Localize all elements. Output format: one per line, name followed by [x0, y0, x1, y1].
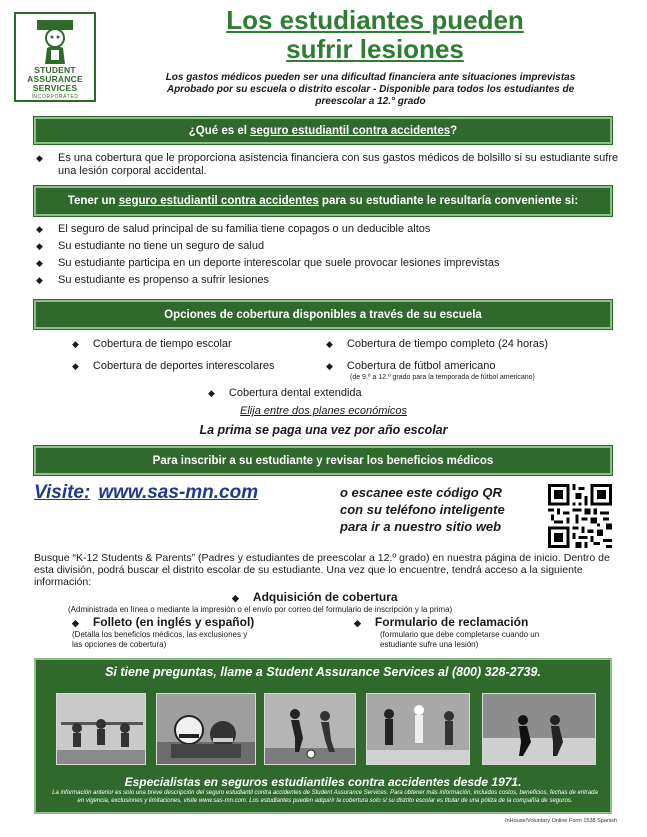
premium-text: La prima se paga una vez por año escolar: [199, 423, 448, 437]
plans-text: Elija entre dos planes económicos: [240, 405, 407, 417]
option-football: ◆ Cobertura de fútbol americano: [326, 360, 496, 372]
photo-football-players: [156, 693, 256, 765]
qr-code-icon[interactable]: [548, 484, 612, 548]
bullet-icon: ◆: [326, 361, 333, 371]
bullet-icon: ◆: [36, 275, 43, 285]
bullet-icon: ◆: [72, 339, 79, 349]
basketball-players-icon: [367, 694, 470, 765]
logo-line-services: SERVICES: [32, 83, 78, 93]
list-item: ◆ Su estudiante no tiene un seguro de salud: [36, 240, 265, 252]
page-title: Los estudiantes pueden sufrir lesiones: [226, 5, 524, 64]
list-item: ◆ Su estudiante es propenso a sufrir lesiones: [36, 274, 269, 286]
section-enroll: Para inscribir a su estudiante y revisar los beneficios médicos: [34, 446, 612, 475]
claim-note: (formulario que debe completarse cuando un estudiante sufre una lesión): [380, 630, 540, 649]
company-logo: [14, 12, 96, 102]
photo-kids-jumping: [56, 693, 146, 765]
convenient-list: [34, 223, 624, 291]
bullet-icon: ◆: [36, 224, 43, 234]
section-what-is-insurance: ¿Qué es el seguro estudiantil contra accidentes?: [34, 117, 612, 144]
visit-line: Visite: www.sas-mn.com: [34, 482, 259, 503]
runners-icon: [483, 694, 596, 765]
logo-line-incorporated: INCORPORATED: [31, 94, 79, 100]
option-school-time: ◆ Cobertura de tiempo escolar: [72, 338, 232, 350]
option-dental: ◆ Cobertura dental extendida: [208, 387, 362, 399]
bullet-icon: ◆: [208, 388, 215, 398]
insurance-link-2[interactable]: seguro estudiantil contra accidentes: [118, 194, 319, 207]
info-brochure: ◆ Folleto (en inglés y español): [72, 615, 255, 629]
bullet-icon: ◆: [232, 593, 239, 603]
acquisition-note: (Administrada en línea o mediante la impresión o el envío por correo del formulario de inscripción y la prima): [68, 605, 453, 614]
bullet-icon: ◆: [326, 339, 333, 349]
bullet-icon: ◆: [36, 153, 43, 163]
bullet-icon: ◆: [36, 241, 43, 251]
specialists-tagline: Especialistas en seguros estudiantiles contra accidentes desde 1971.: [124, 775, 522, 789]
info-claim-form: ◆ Formulario de reclamación: [354, 615, 529, 629]
photo-soccer: [264, 693, 356, 765]
list-item: ◆ El seguro de salud principal de su familia tiene copagos o un deducible altos: [36, 223, 431, 235]
option-sports: ◆ Cobertura de deportes interescolares: [72, 360, 275, 372]
bullet-icon: ◆: [72, 618, 79, 628]
soccer-players-icon: [265, 694, 356, 765]
list-item: ◆ Su estudiante participa en un deporte interescolar que suele provocar lesiones imprevistas: [36, 257, 500, 269]
photo-crosscountry: [482, 693, 596, 765]
section-convenient-if: Tener un seguro estudiantil contra accidentes para su estudiante le resultaría conveniente si:: [34, 186, 612, 216]
intro-text: Los gastos médicos pueden ser una dificultad financiera ante situaciones imprevistas Aprobado por su escuela o distrito escolar - Disponible para todos los estudiantes de preescolar a 12.° grado: [165, 72, 576, 107]
option-full-time: ◆ Cobertura de tiempo completo (24 horas): [326, 338, 549, 350]
brochure-note: (Detalla los beneficios médicos, las exclusiones y las opciones de cobertura): [72, 630, 248, 649]
form-id: InHouse/Voluntary Online Form 1538 Spanish: [505, 818, 617, 824]
logo-line-student: STUDENT: [34, 65, 76, 75]
football-note: (de 9.º a 12.º grado para la temporada de fútbol americano): [350, 374, 535, 381]
logo-line-assurance: ASSURANCE: [27, 74, 83, 84]
kids-jumping-icon: [57, 694, 146, 765]
bullet-icon: ◆: [354, 618, 361, 628]
mascot-icon: [33, 16, 77, 66]
what-is-list: [34, 152, 624, 182]
questions-phone: Si tiene preguntas, llame a Student Assurance Services al (800) 328-2739.: [105, 665, 541, 679]
footer-box: [34, 658, 612, 814]
bullet-icon: ◆: [72, 361, 79, 371]
list-item: ◆ Es una cobertura que le proporciona asistencia financiera con sus gastos médicos de bolsillo si su estudiante sufre una lesión corporal accidental.: [36, 152, 619, 177]
bullet-icon: ◆: [36, 258, 43, 268]
scan-text: o escanee este código QR con su teléfono inteligente para ir a nuestro sitio web: [340, 485, 505, 534]
section-coverage-options: Opciones de cobertura disponibles a través de su escuela: [34, 300, 612, 329]
football-players-icon: [157, 694, 256, 765]
photo-basketball: [366, 693, 470, 765]
insurance-link[interactable]: seguro estudiantil contra accidentes: [250, 124, 451, 137]
website-link[interactable]: www.sas-mn.com: [98, 482, 259, 503]
instructions-paragraph: Busque “K-12 Students & Parents” (Padres y estudiantes de preescolar a 12.º grado) en nuestra página de inicio. Dentro de esta división, podrá buscar el distrito escolar de su estudiante. Una vez que lo encuentre, tendrá acceso a la siguiente información:: [34, 552, 610, 588]
fine-print: La información anterior es solo una breve descripción del seguro estudiantil contra accidentes de Student Assurance Services. Para obtener más información, incluidos costos, beneficios, fechas de entrada en vigencia, exclusiones y limitaciones, visite www.sas-mn.com. Los estudiantes pueden adquirir la cobertura solo si su distrito escolar es titular de una póliza de la compañía de seguros.: [52, 790, 598, 804]
info-acquisition: ◆ Adquisición de cobertura: [232, 590, 398, 604]
